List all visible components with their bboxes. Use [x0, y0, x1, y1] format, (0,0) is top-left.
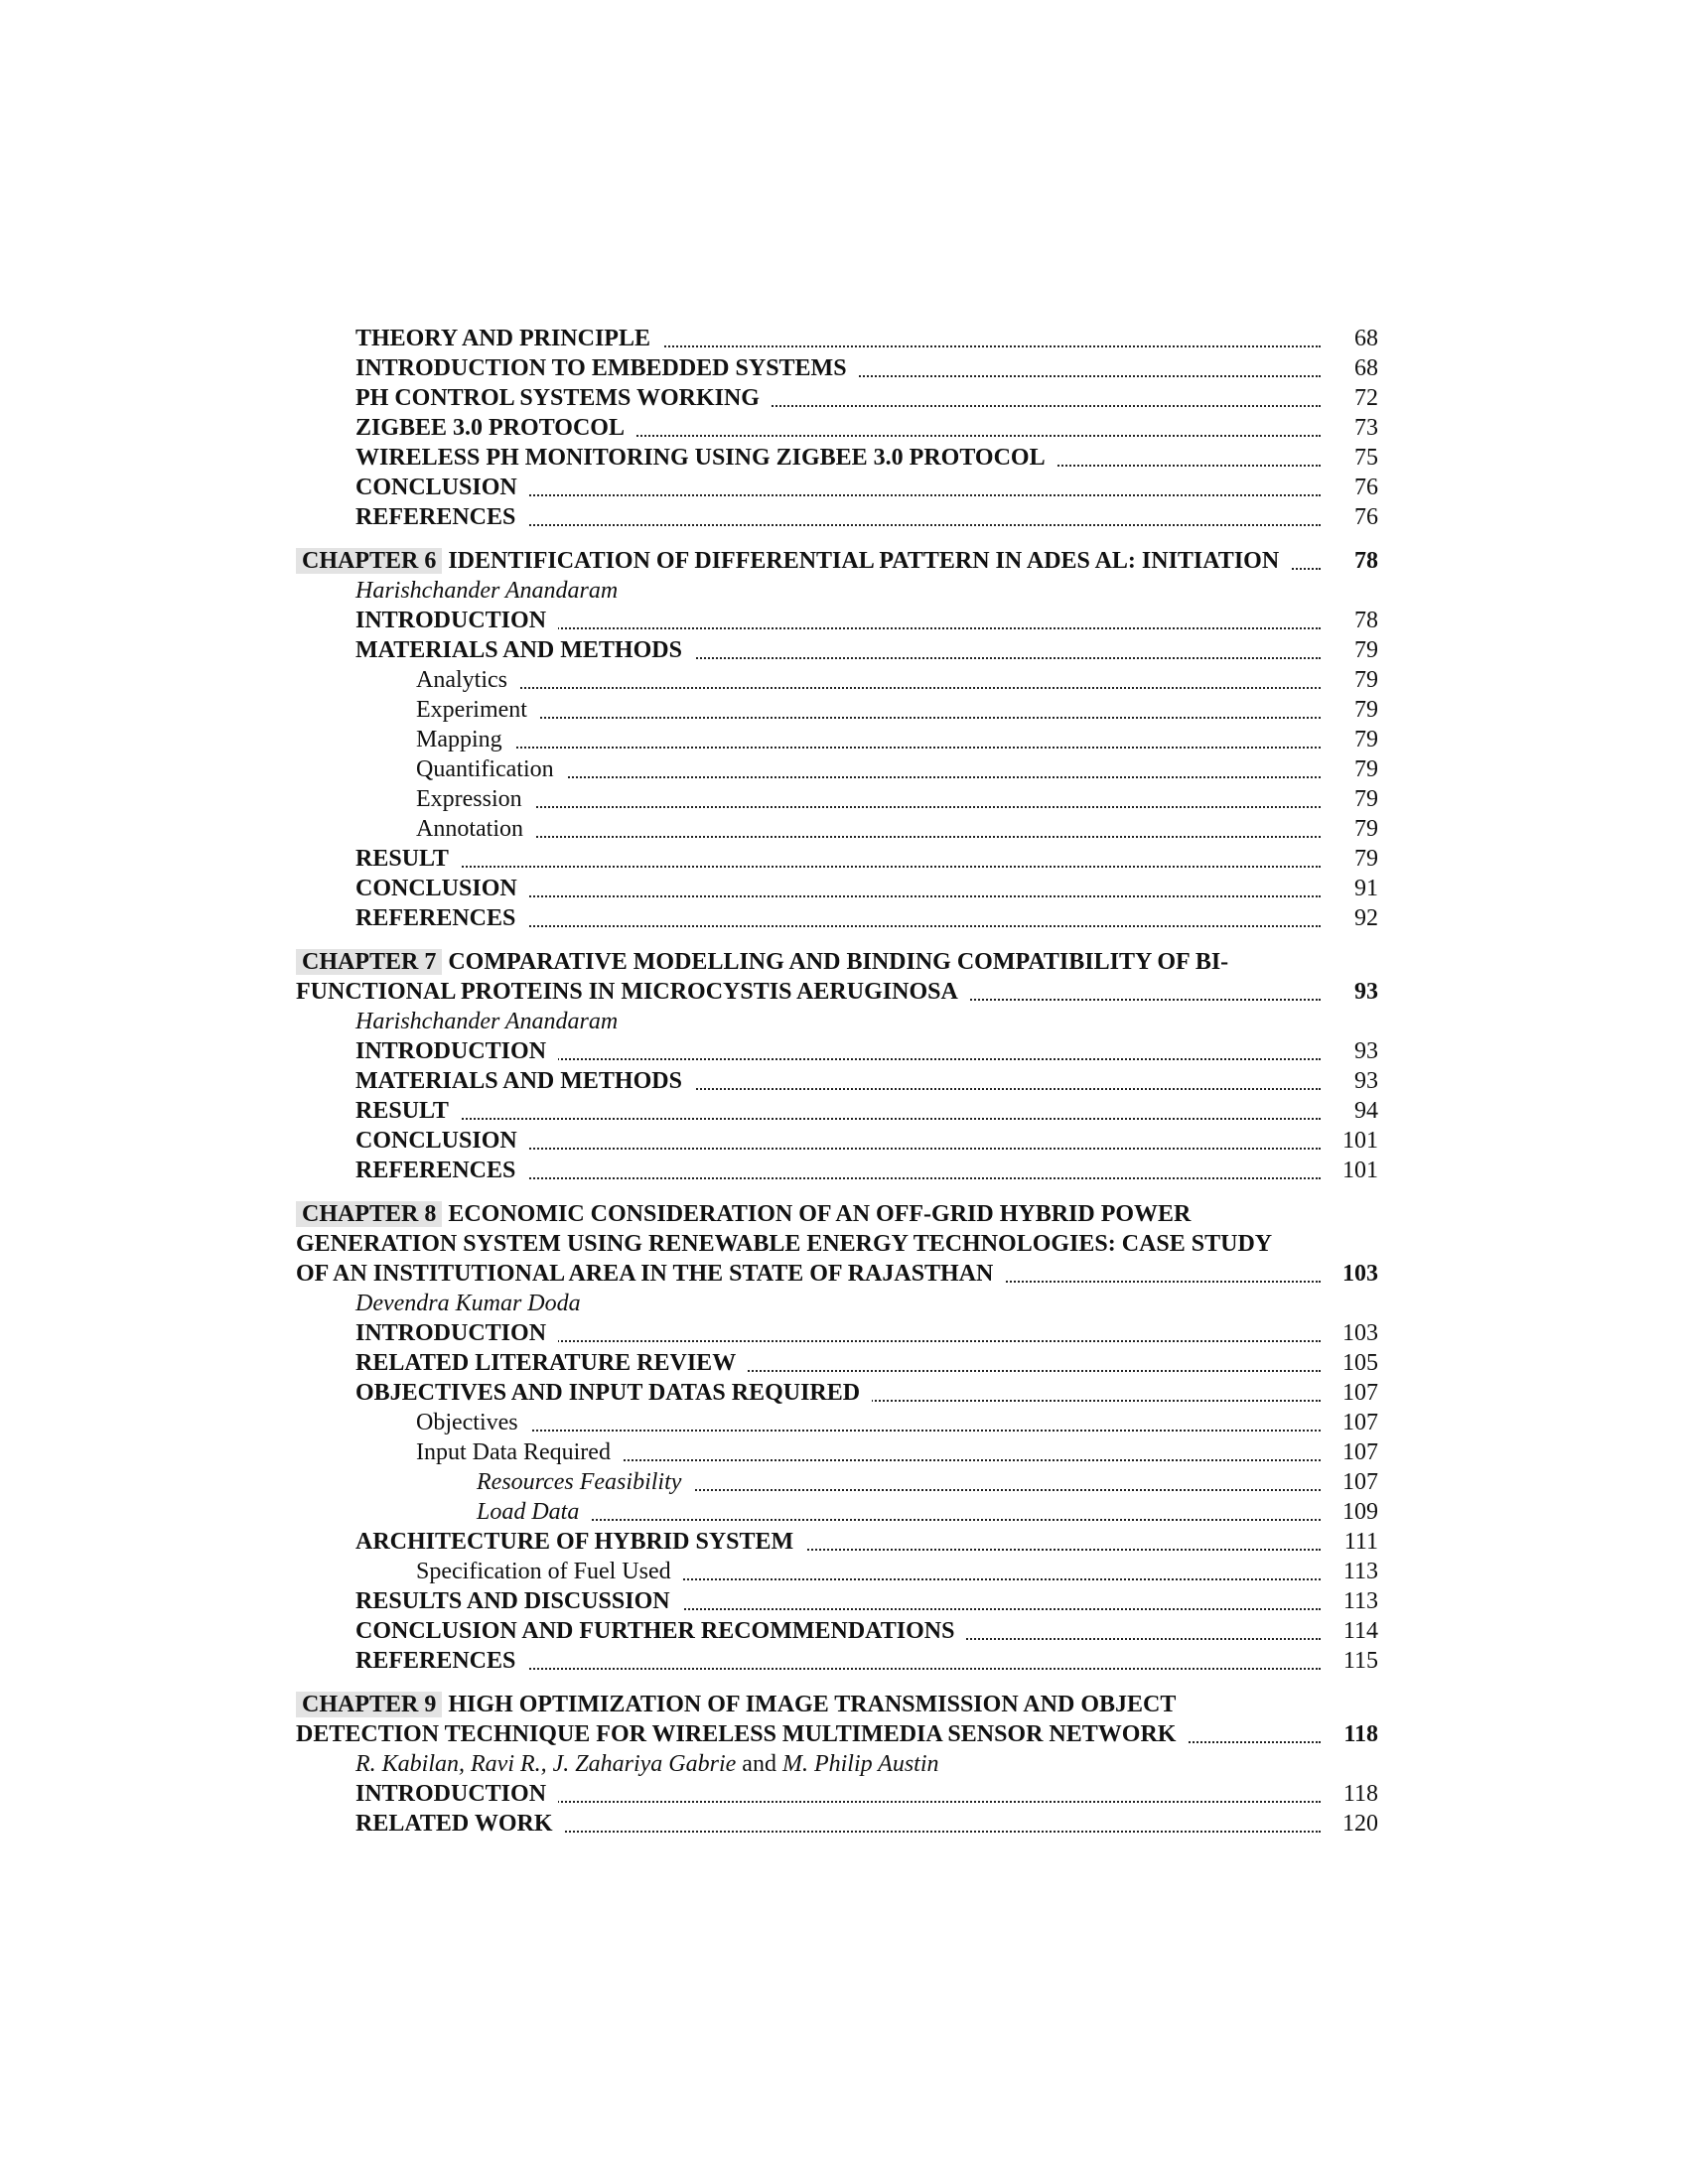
entry-title: RESULT [355, 1096, 461, 1126]
toc-entry [296, 1408, 1378, 1437]
dot-leader [477, 1519, 1321, 1521]
entry-title: PH CONTROL SYSTEMS WORKING [355, 383, 772, 413]
page-number: 93 [1329, 1036, 1378, 1066]
entry-title: MATERIALS AND METHODS [355, 1066, 694, 1096]
toc-entry [296, 1497, 1378, 1527]
entry-title: Specification of Fuel Used [416, 1557, 683, 1586]
entry-title: INTRODUCTION [355, 1036, 558, 1066]
chapter-label: CHAPTER 9 [296, 1692, 442, 1717]
page-number: 92 [1329, 903, 1378, 933]
toc-entry [296, 1126, 1378, 1156]
entry-title: REFERENCES [355, 502, 527, 532]
toc-entry [296, 695, 1378, 725]
dot-leader [355, 1118, 1321, 1120]
dot-leader [416, 836, 1321, 838]
entry-title: Mapping [416, 725, 514, 754]
page-number: 113 [1329, 1557, 1378, 1586]
entry-title: Load Data [477, 1497, 591, 1527]
chapter-title-text: CHAPTER 9 HIGH OPTIMIZATION OF IMAGE TRANSMISSION AND OBJECT [296, 1690, 1188, 1719]
page-number: 75 [1329, 443, 1378, 473]
entry-title: Objectives [416, 1408, 530, 1437]
toc-entry [296, 844, 1378, 874]
dot-leader [416, 1430, 1321, 1432]
page-number: 120 [1329, 1809, 1378, 1839]
toc-entry [296, 1586, 1378, 1616]
toc-entry [296, 1036, 1378, 1066]
entry-title: Analytics [416, 665, 519, 695]
entry-title: OBJECTIVES AND INPUT DATAS REQUIRED [355, 1378, 872, 1408]
toc-entry [296, 1809, 1378, 1839]
toc-entry [296, 1779, 1378, 1809]
chapter-title-text: CHAPTER 8 ECONOMIC CONSIDERATION OF AN OFF-GRID HYBRID POWER [296, 1199, 1202, 1229]
entry-title: INTRODUCTION TO EMBEDDED SYSTEMS [355, 353, 859, 383]
toc-entry [296, 324, 1378, 353]
toc-entry [296, 1156, 1378, 1185]
page-number: 91 [1329, 874, 1378, 903]
author-text: R. Kabilan, Ravi R., J. Zahariya Gabrie [355, 1751, 737, 1777]
chapter-title-line [296, 977, 1378, 1007]
chapter-title-line [296, 1690, 1378, 1719]
entry-title: REFERENCES [355, 1156, 527, 1185]
entry-title: MATERIALS AND METHODS [355, 635, 694, 665]
chapter-block [296, 1199, 1378, 1676]
page-number: 79 [1329, 844, 1378, 874]
toc-entry [296, 1616, 1378, 1646]
entry-title: RELATED LITERATURE REVIEW [355, 1348, 748, 1378]
page-number: 93 [1329, 977, 1378, 1007]
entry-title: INTRODUCTION [355, 1318, 558, 1348]
entry-title: CONCLUSION [355, 1126, 529, 1156]
toc-entry [296, 1646, 1378, 1676]
chapter-label: CHAPTER 7 [296, 949, 442, 975]
chapter-label: CHAPTER 8 [296, 1201, 442, 1227]
dot-leader [416, 747, 1321, 749]
page-number: 101 [1329, 1156, 1378, 1185]
entry-title: CONCLUSION [355, 874, 529, 903]
entry-title: INTRODUCTION [355, 1779, 558, 1809]
page-number: 115 [1329, 1646, 1378, 1676]
chapter-title-text: FUNCTIONAL PROTEINS IN MICROCYSTIS AERUGINOSA [296, 977, 970, 1007]
entry-title: Expression [416, 784, 534, 814]
page-number: 76 [1329, 473, 1378, 502]
page-number: 79 [1329, 635, 1378, 665]
entry-title: Experiment [416, 695, 539, 725]
page-number: 73 [1329, 413, 1378, 443]
page-number: 78 [1329, 606, 1378, 635]
toc-entry [296, 413, 1378, 443]
entry-title: CONCLUSION [355, 473, 529, 502]
toc-entry [296, 606, 1378, 635]
entry-title: RESULTS AND DISCUSSION [355, 1586, 682, 1616]
dot-leader [416, 717, 1321, 719]
chapter-title-text: OF AN INSTITUTIONAL AREA IN THE STATE OF RAJASTHAN [296, 1259, 1005, 1289]
page-number: 72 [1329, 383, 1378, 413]
chapter-authors: Harishchander Anandaram [355, 1009, 619, 1034]
entry-title: Quantification [416, 754, 566, 784]
page-number: 107 [1329, 1408, 1378, 1437]
entry-title: RELATED WORK [355, 1809, 564, 1839]
toc-entry [296, 725, 1378, 754]
entry-title: ARCHITECTURE OF HYBRID SYSTEM [355, 1527, 805, 1557]
toc-entry [296, 1527, 1378, 1557]
toc-entry [296, 784, 1378, 814]
entry-title: Annotation [416, 814, 535, 844]
toc-entry [296, 353, 1378, 383]
chapter-title-line [296, 1719, 1378, 1749]
chapter-title-text: GENERATION SYSTEM USING RENEWABLE ENERGY TECHNOLOGIES: CASE STUDY [296, 1229, 1284, 1259]
page-number: 76 [1329, 502, 1378, 532]
entry-title: THEORY AND PRINCIPLE [355, 324, 662, 353]
chapter-title-text: CHAPTER 6 IDENTIFICATION OF DIFFERENTIAL PATTERN IN ADES AL: INITIATION [296, 546, 1291, 576]
chapter-block [296, 546, 1378, 933]
entry-title: Input Data Required [416, 1437, 623, 1467]
page-number: 78 [1329, 546, 1378, 576]
entry-title: INTRODUCTION [355, 606, 558, 635]
entry-title: CONCLUSION AND FURTHER RECOMMENDATIONS [355, 1616, 966, 1646]
entry-title: Resources Feasibility [477, 1467, 693, 1497]
chapter-block [296, 1690, 1378, 1839]
chapter-title-line [296, 1199, 1378, 1229]
dot-leader [416, 687, 1321, 689]
dot-leader [416, 806, 1321, 808]
toc-entry [296, 1378, 1378, 1408]
page-number: 109 [1329, 1497, 1378, 1527]
toc-entry [296, 1467, 1378, 1497]
toc-entry [296, 635, 1378, 665]
toc-entry [296, 754, 1378, 784]
page-number: 111 [1329, 1527, 1378, 1557]
chapter-title-text: DETECTION TECHNIQUE FOR WIRELESS MULTIMEDIA SENSOR NETWORK [296, 1719, 1188, 1749]
page-number: 101 [1329, 1126, 1378, 1156]
page-number: 118 [1329, 1779, 1378, 1809]
toc-entry [296, 814, 1378, 844]
toc-entry [296, 874, 1378, 903]
toc-entry [296, 1348, 1378, 1378]
toc-entry [296, 502, 1378, 532]
chapter-authors: Harishchander Anandaram [355, 578, 619, 604]
page-number: 79 [1329, 754, 1378, 784]
page-number: 79 [1329, 725, 1378, 754]
page-number: 107 [1329, 1467, 1378, 1497]
toc-entry [296, 443, 1378, 473]
page-number: 93 [1329, 1066, 1378, 1096]
page-number: 79 [1329, 814, 1378, 844]
page-number: 68 [1329, 324, 1378, 353]
page-number: 107 [1329, 1378, 1378, 1408]
chapter-title-line [296, 1229, 1378, 1259]
entry-title: REFERENCES [355, 1646, 527, 1676]
chapter-block [296, 947, 1378, 1185]
chapter-authors [296, 1749, 1378, 1779]
chapter-title-line [296, 947, 1378, 977]
chapter-title-line [296, 546, 1378, 576]
chapter-authors: Devendra Kumar Doda [355, 1291, 581, 1316]
toc-entry [296, 665, 1378, 695]
entry-title: ZIGBEE 3.0 PROTOCOL [355, 413, 636, 443]
page-number: 68 [1329, 353, 1378, 383]
dot-leader [355, 866, 1321, 868]
chapter-title-line [296, 1259, 1378, 1289]
toc-entry [296, 1557, 1378, 1586]
entry-title: WIRELESS PH MONITORING USING ZIGBEE 3.0 PROTOCOL [355, 443, 1057, 473]
page-number: 103 [1329, 1318, 1378, 1348]
table-of-contents [296, 324, 1378, 1839]
toc-entry [296, 383, 1378, 413]
author-text: and [736, 1751, 782, 1777]
page-number: 79 [1329, 665, 1378, 695]
entry-title: RESULT [355, 844, 461, 874]
toc-entry [296, 1096, 1378, 1126]
toc-entry [296, 1066, 1378, 1096]
entry-title: REFERENCES [355, 903, 527, 933]
page-number: 79 [1329, 695, 1378, 725]
chapter-label: CHAPTER 6 [296, 548, 442, 574]
toc-entry [296, 473, 1378, 502]
page-number: 114 [1329, 1616, 1378, 1646]
page-number: 79 [1329, 784, 1378, 814]
page-number: 103 [1329, 1259, 1378, 1289]
page-number: 118 [1329, 1719, 1378, 1749]
page-number: 107 [1329, 1437, 1378, 1467]
toc-entry [296, 1437, 1378, 1467]
author-text: M. Philip Austin [781, 1751, 939, 1777]
page-number: 105 [1329, 1348, 1378, 1378]
toc-entry [296, 1318, 1378, 1348]
page-number: 113 [1329, 1586, 1378, 1616]
chapter-title-text: CHAPTER 7 COMPARATIVE MODELLING AND BINDING COMPATIBILITY OF BI- [296, 947, 1240, 977]
toc-entry [296, 903, 1378, 933]
page-number: 94 [1329, 1096, 1378, 1126]
